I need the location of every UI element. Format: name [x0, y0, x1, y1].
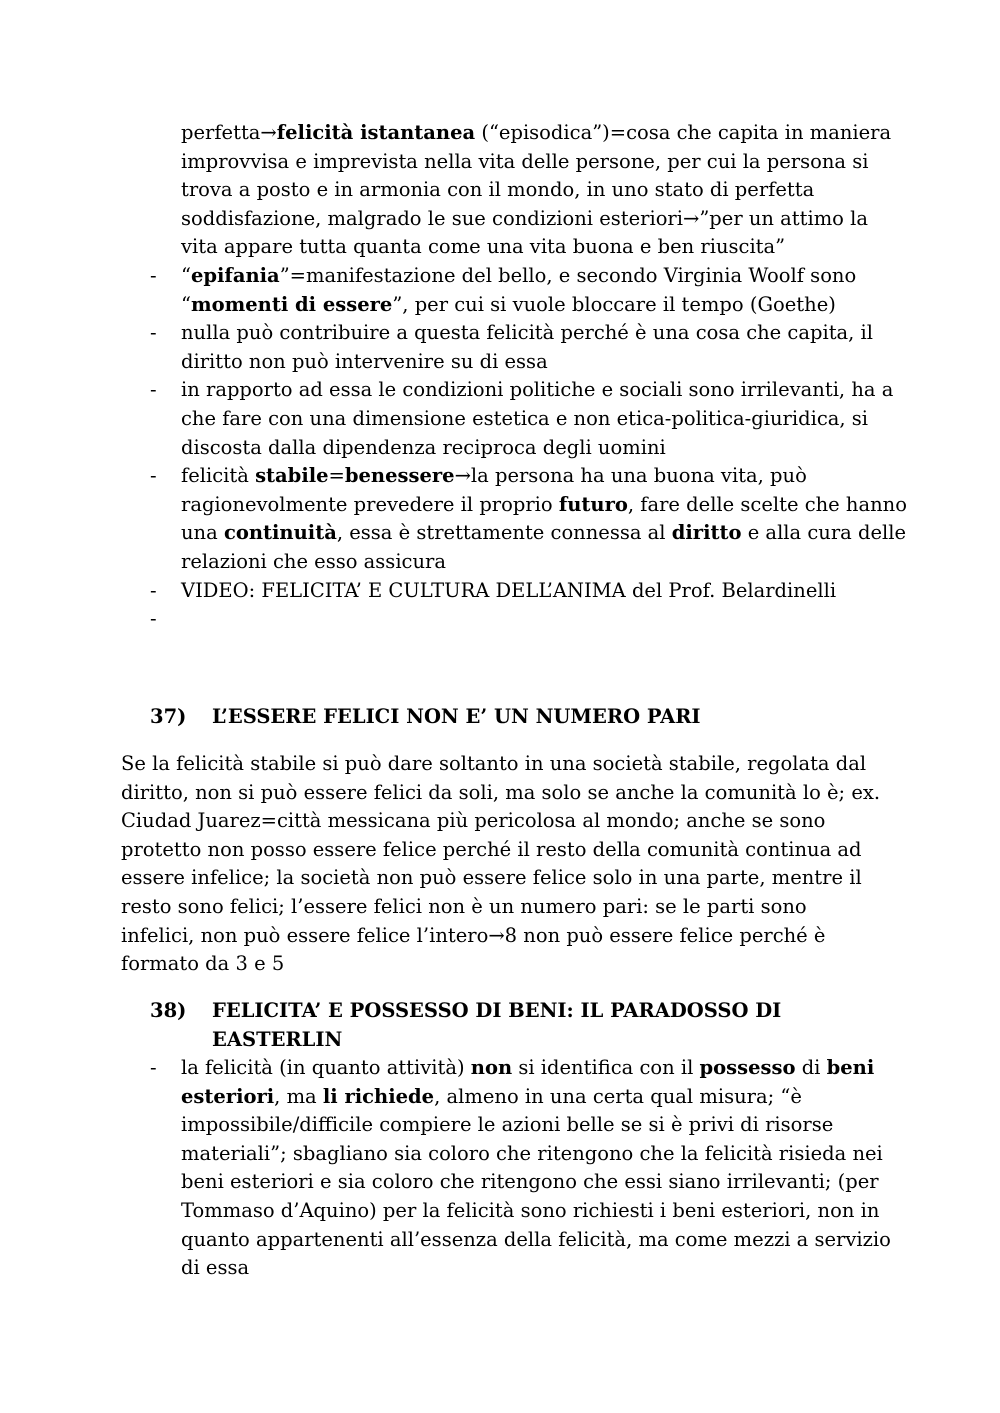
- continuation-text: [181, 119, 901, 262]
- dash-bullet: -: [150, 578, 157, 602]
- text-run: , fare delle scelte che hanno una: [181, 492, 907, 545]
- bullet-list: [150, 262, 910, 634]
- bold-term: beni esteriori: [181, 1056, 875, 1108]
- bullet-list: [150, 1054, 910, 1283]
- dash-bullet: -: [150, 264, 157, 287]
- text-run: perfetta→: [181, 121, 277, 144]
- list-item: [150, 1054, 910, 1283]
- bold-term: li richiede: [322, 1084, 435, 1108]
- bold-term: stabile: [255, 464, 329, 488]
- section-heading: [150, 997, 890, 1054]
- text-run: →la persona ha una buona vita, può ragionevolmente prevedere il proprio: [181, 464, 807, 516]
- list-item: [150, 577, 910, 606]
- section-heading: [150, 703, 890, 732]
- section-title: L’ESSERE FELICI NON E’ UN NUMERO PARI: [212, 705, 701, 728]
- list-item: [150, 262, 910, 319]
- list-item: [150, 605, 910, 634]
- bold-term: benessere: [344, 464, 455, 488]
- list-item: [150, 462, 910, 576]
- bold-term: futuro: [558, 492, 628, 516]
- bold-term: felicità istantanea: [276, 121, 476, 144]
- text-run: e alla cura delle relazioni che esso assicura: [181, 521, 907, 573]
- dash-bullet: -: [150, 1056, 157, 1079]
- text-run: la felicità (in quanto attività): [181, 1056, 471, 1079]
- bold-term: momenti di essere: [190, 292, 393, 316]
- text-run: felicità: [181, 464, 256, 488]
- body-paragraph: Se la felicità stabile si può dare soltanto in una società stabile, regolata dal diritto, non si può essere felici da soli, ma solo se anche la comunità lo è; ex. Ciudad Juarez=città messicana più pericolosa al mondo; anche se sono protetto non posso essere felice perché il resto della comunità continua ad essere infelice; la società non può essere felice solo in una parte, mentre il resto sono felici; l’essere felici non è un numero pari: se le parti sono infelici, non può essere felice l’intero→8 non può essere felice perché è formato da 3 e 5: [121, 752, 881, 976]
- bold-term: non: [470, 1056, 513, 1079]
- dash-bullet: -: [150, 607, 157, 631]
- text-run: in rapporto ad essa le condizioni politiche e sociali sono irrilevanti, ha a che fare con una dimensione estetica e non etica-politica-giuridica, si discosta dalla dipendenza reciproca degli uomini: [181, 378, 894, 459]
- text-run: (“episodica”)=cosa che capita in maniera improvvisa e imprevista nella vita delle persone, per cui la persona si trova a posto e in armonia con il mondo, in uno stato di perfetta soddisfazione, malgrado le sue condizioni esteriori→”per un attimo la vita appare tutta quanta come una vita buona e ben riuscita”: [181, 121, 892, 259]
- bold-term: possesso: [699, 1056, 796, 1079]
- text-run: ”=manifestazione del bello, e secondo Virginia Woolf sono “: [181, 264, 857, 316]
- text-run: , almeno in una certa qual misura; “è impossibile/difficile compiere le azioni belle se si è privi di risorse materiali”; sbagliano sia coloro che ritengono che la felicità risieda nei beni esteriori e sia coloro che ritengono che essi siano irrilevanti; (per Tommaso d’Aquino) per la felicità sono richiesti i beni esteriori, non in quanto appartenenti all’essenza della felicità, ma come mezzi a servizio di essa: [181, 1084, 891, 1280]
- section-title: FELICITA’ E POSSESSO DI BENI: IL PARADOSSO DI EASTERLIN: [212, 999, 782, 1051]
- text-run: VIDEO: FELICITA’ E CULTURA DELL’ANIMA del Prof. Belardinelli: [181, 578, 837, 602]
- text-run: nulla può contribuire a questa felicità perché è una cosa che capita, il diritto non può intervenire su di essa: [181, 321, 874, 373]
- bold-term: continuità: [223, 521, 337, 545]
- list-item: [150, 319, 910, 376]
- section-number: 38): [150, 999, 187, 1022]
- text-run: , essa è strettamente connessa al: [336, 521, 672, 545]
- bold-term: epifania: [190, 264, 280, 287]
- text-run: ”, per cui si vuole bloccare il tempo (Goethe): [392, 292, 836, 316]
- dash-bullet: -: [150, 464, 157, 488]
- text-run: si identifica con il: [512, 1056, 700, 1079]
- dash-bullet: -: [150, 321, 157, 345]
- text-run: , ma: [274, 1084, 323, 1108]
- bold-term: diritto: [671, 521, 742, 545]
- section-number: 37): [150, 705, 187, 728]
- list-item: [150, 376, 910, 462]
- text-run: di: [795, 1056, 827, 1079]
- text-run: =: [328, 464, 345, 488]
- text-run: “: [181, 264, 191, 287]
- dash-bullet: -: [150, 378, 157, 402]
